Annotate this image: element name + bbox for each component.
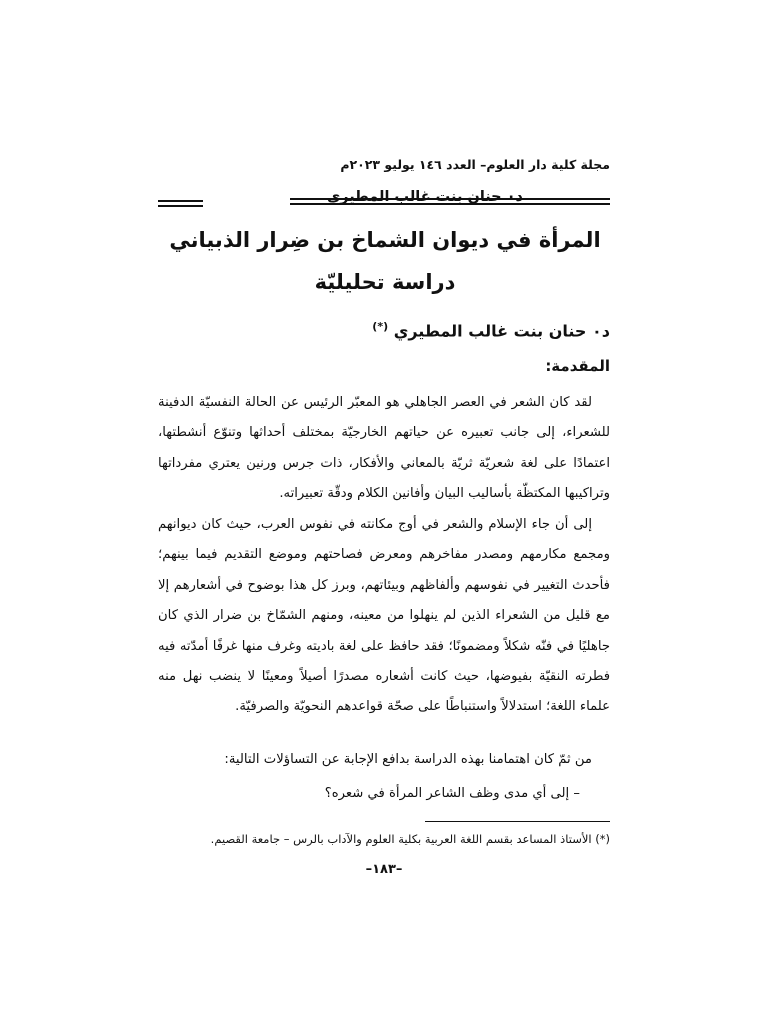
question-text: – إلى أي مدى وظف الشاعر المرأة في شعره؟ — [324, 786, 580, 801]
paragraph-text: إلى أن جاء الإسلام والشعر في أوج مكانته في نفوس العرب، حيث كان ديوانهم ومجمع مكارمهم ومصدر مفاخرهم ومعرض فصاحتهم وموضع التقديم فيما بينهم؛ فأحدث التغيير في نفوسهم وألفاظهم وبيئاتهم، وبرز كل هذا بوضوح في أشعارهم إلا مع قليل من الشعراء الذين لم ينهلوا من معينه، ومنهم الشمّاخ بن ضرار الذي كان جاهليًا في فنّه شكلاً ومضمونًا؛ فقد حافظ على لغة باديته وغرف منها غرفًا أمدّته فيه فطرته النقيّة بفيوضها، حيث كانت أشعاره مصدرًا أصيلاً ومعينًا لا ينضب نهل منه علماء اللغة؛ استدلالاً واستنباطًا على صحّة قواعدهم النحويّة والصرفيّة. — [158, 517, 610, 715]
author-footnote-mark: (*) — [372, 320, 389, 333]
footnote — [211, 832, 610, 846]
paragraph — [158, 745, 610, 775]
author-name: د٠ حنان بنت غالب المطيري — [393, 321, 610, 341]
running-head-author: د٠ حنان بنت غالب المطيري — [326, 189, 523, 205]
footnote-separator — [425, 821, 610, 822]
paragraph-text: من ثمّ كان اهتمامنا بهذه الدراسة بدافع الإجابة عن التساؤلات التالية: — [224, 752, 592, 767]
journal-header: مجلة كلية دار العلوم– العدد ١٤٦ يوليو ٢٠٢٣م — [340, 157, 610, 172]
paragraph — [158, 388, 610, 510]
paragraph-text: لقد كان الشعر في العصر الجاهلي هو المعبّر الرئيس عن الحالة النفسيّة الدفينة للشعراء، إلى جانب تعبيره عن حياتهم الخارجيّة بمختلف أحداثها وتنوّع أنشطتها، اعتمادًا على لغة شعريّة ثريّة بالمعاني والأفكار، ذات جرس ورنين يعتري مفرداتها وتراكيبها المكتظّة بأساليب البيان وأفانين الكلام ودقّة تعبيراته. — [158, 395, 610, 502]
header-short-rule-bottom — [158, 205, 203, 207]
article-title: المرأة في ديوان الشماخ بن ضِرار الذبياني — [169, 228, 601, 252]
research-question — [158, 779, 610, 809]
header-short-rule-top — [158, 200, 203, 202]
footnote-text: الأستاذ المساعد بقسم اللغة العربية بكلية العلوم والآداب بالرس – جامعة القصيم. — [210, 832, 592, 846]
footnote-mark: (*) — [595, 832, 610, 846]
article-author — [372, 320, 610, 340]
page-number: –١٨٣– — [365, 862, 403, 877]
article-subtitle: دراسة تحليليّة — [314, 270, 456, 294]
section-heading: المقدمة: — [545, 357, 610, 375]
paragraph — [158, 510, 610, 723]
